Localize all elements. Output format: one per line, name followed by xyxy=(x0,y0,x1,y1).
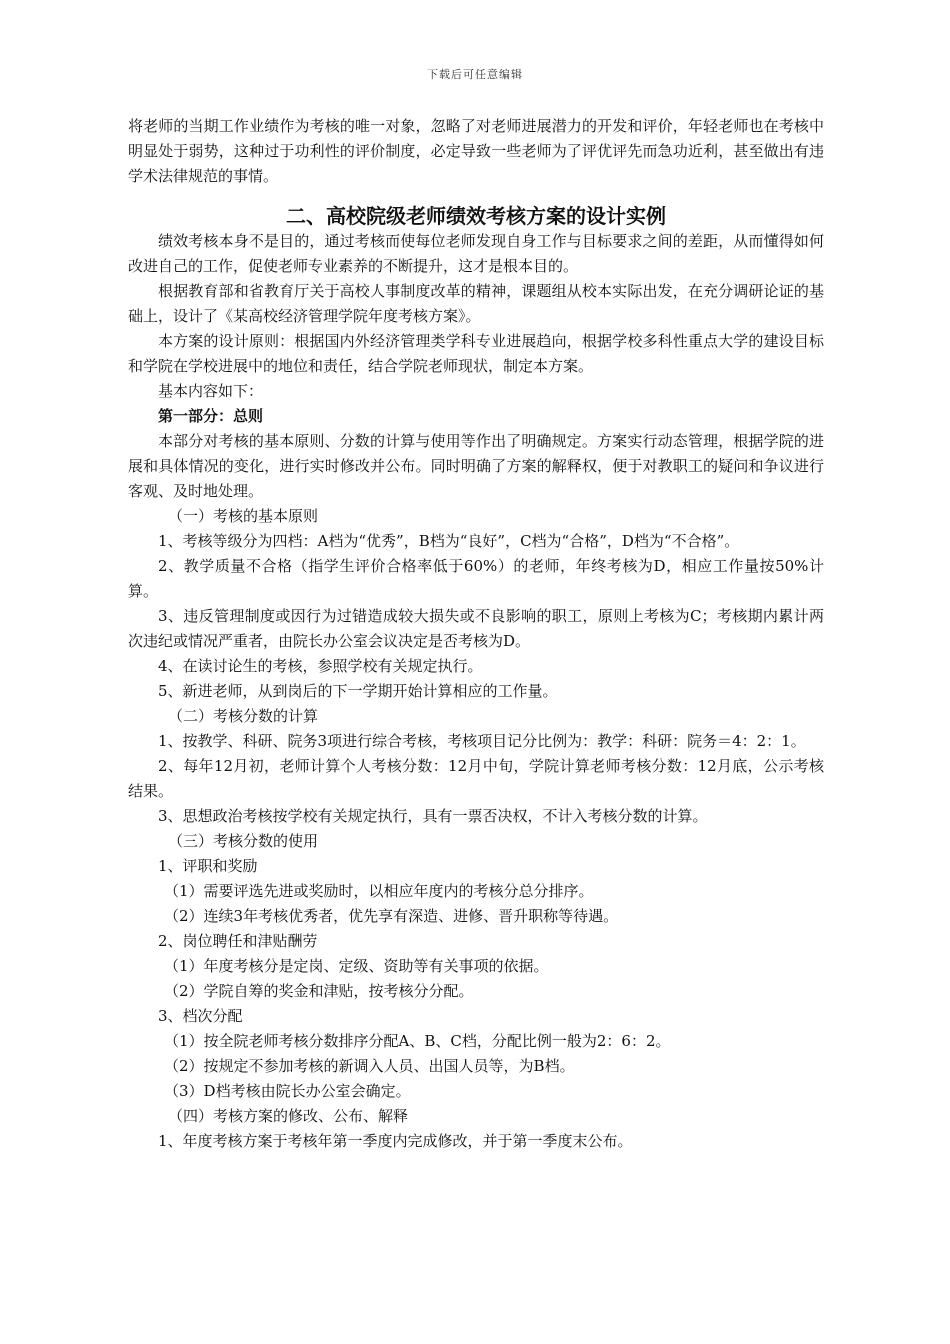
section-title: 二、高校院级老师绩效考核方案的设计实例 xyxy=(286,204,666,228)
list-item: 2、每年12月初，老师计算个人考核分数：12月中旬，学院计算老师考核分数：12月底，公示考核结果。 xyxy=(128,757,824,800)
subsection-title-usage: （三）考核分数的使用 xyxy=(168,832,319,850)
paragraph-part-one: 本部分对考核的基本原则、分数的计算与使用等作出了明确规定。方案实行动态管理，根据学院的进展和具体情况的变化，进行实时修改并公布。同时明确了方案的解释权，便于对教职工的疑问和争议进行客观、及时地处理。 xyxy=(128,432,824,500)
list-item: （1）按全院老师考核分数排序分配A、B、C档，分配比例一般为2：6：2。 xyxy=(164,1032,671,1050)
intro-paragraph: 将老师的当期工作业绩作为考核的唯一对象，忽略了对老师进展潜力的开发和评价，年轻老师也在考核中明显处于弱势，这种过于功利性的评价制度，必定导致一些老师为了评优评先而急功近利，甚至做出有违学术法律规范的事情。 xyxy=(128,117,824,185)
list-item: （1）年度考核分是定岗、定级、资助等有关事项的依据。 xyxy=(164,957,549,975)
paragraph-basis: 根据教育部和省教育厅关于高校人事制度改革的精神，课题组从校本实际出发，在充分调研论证的基础上，设计了《某高校经济管理学院年度考核方案》。 xyxy=(128,282,824,325)
list-item: 1、年度考核方案于考核年第一季度内完成修改，并于第一季度末公布。 xyxy=(158,1132,633,1150)
part-one-title: 第一部分：总则 xyxy=(158,407,264,425)
list-item: （2）连续3年考核优秀者，优先享有深造、进修、晋升职称等待遇。 xyxy=(164,907,619,925)
usage-group-title: 2、岗位聘任和津贴酬劳 xyxy=(158,932,318,950)
subsection-title-principles: （一）考核的基本原则 xyxy=(168,507,319,525)
list-item: 1、按教学、科研、院务3项进行综合考核，考核项目记分比例为：教学：科研：院务＝4：2：1。 xyxy=(158,732,806,750)
usage-group-title: 1、评职和奖励 xyxy=(158,857,258,875)
paragraph-contents-intro: 基本内容如下： xyxy=(158,382,264,400)
list-item: 3、思想政治考核按学校有关规定执行，具有一票否决权，不计入考核分数的计算。 xyxy=(158,807,708,825)
subsection-title-calculation: （二）考核分数的计算 xyxy=(168,707,319,725)
list-item: （1）需要评选先进或奖励时，以相应年度内的考核分总分排序。 xyxy=(164,882,594,900)
list-item: 5、新进老师，从到岗后的下一学期开始计算相应的工作量。 xyxy=(158,682,558,700)
subsection-title-revision: （四）考核方案的修改、公布、解释 xyxy=(168,1107,409,1125)
paragraph-purpose: 绩效考核本身不是目的，通过考核而使每位老师发现自身工作与目标要求之间的差距，从而懂得如何改进自己的工作，促使老师专业素养的不断提升，这才是根本目的。 xyxy=(128,232,824,275)
list-item: 4、在读讨论生的考核，参照学校有关规定执行。 xyxy=(158,657,483,675)
list-item: 3、违反管理制度或因行为过错造成较大损失或不良影响的职工，原则上考核为C；考核期内累计两次违纪或情况严重者，由院长办公室会议决定是否考核为D。 xyxy=(128,607,824,650)
list-item: （2）按规定不参加考核的新调入人员、出国人员等，为B档。 xyxy=(164,1057,575,1075)
paragraph-principle: 本方案的设计原则：根据国内外经济管理类学科专业进展趋向，根据学校多科性重点大学的建设目标和学院在学校进展中的地位和责任，结合学院老师现状，制定本方案。 xyxy=(128,332,824,375)
list-item: （3）D档考核由院长办公室会确定。 xyxy=(164,1082,411,1100)
document-body xyxy=(128,114,824,1154)
page-header: 下载后可任意编辑 xyxy=(427,68,523,81)
list-item: （2）学院自筹的奖金和津贴，按考核分分配。 xyxy=(164,982,474,1000)
usage-group-title: 3、档次分配 xyxy=(158,1007,243,1025)
list-item: 2、教学质量不合格（指学生评价合格率低于60%）的老师，年终考核为D，相应工作量按50%计算。 xyxy=(128,557,824,600)
list-item: 1、考核等级分为四档：A档为“优秀”，B档为“良好”，C档为“合格”，D档为“不合格”。 xyxy=(158,532,740,550)
